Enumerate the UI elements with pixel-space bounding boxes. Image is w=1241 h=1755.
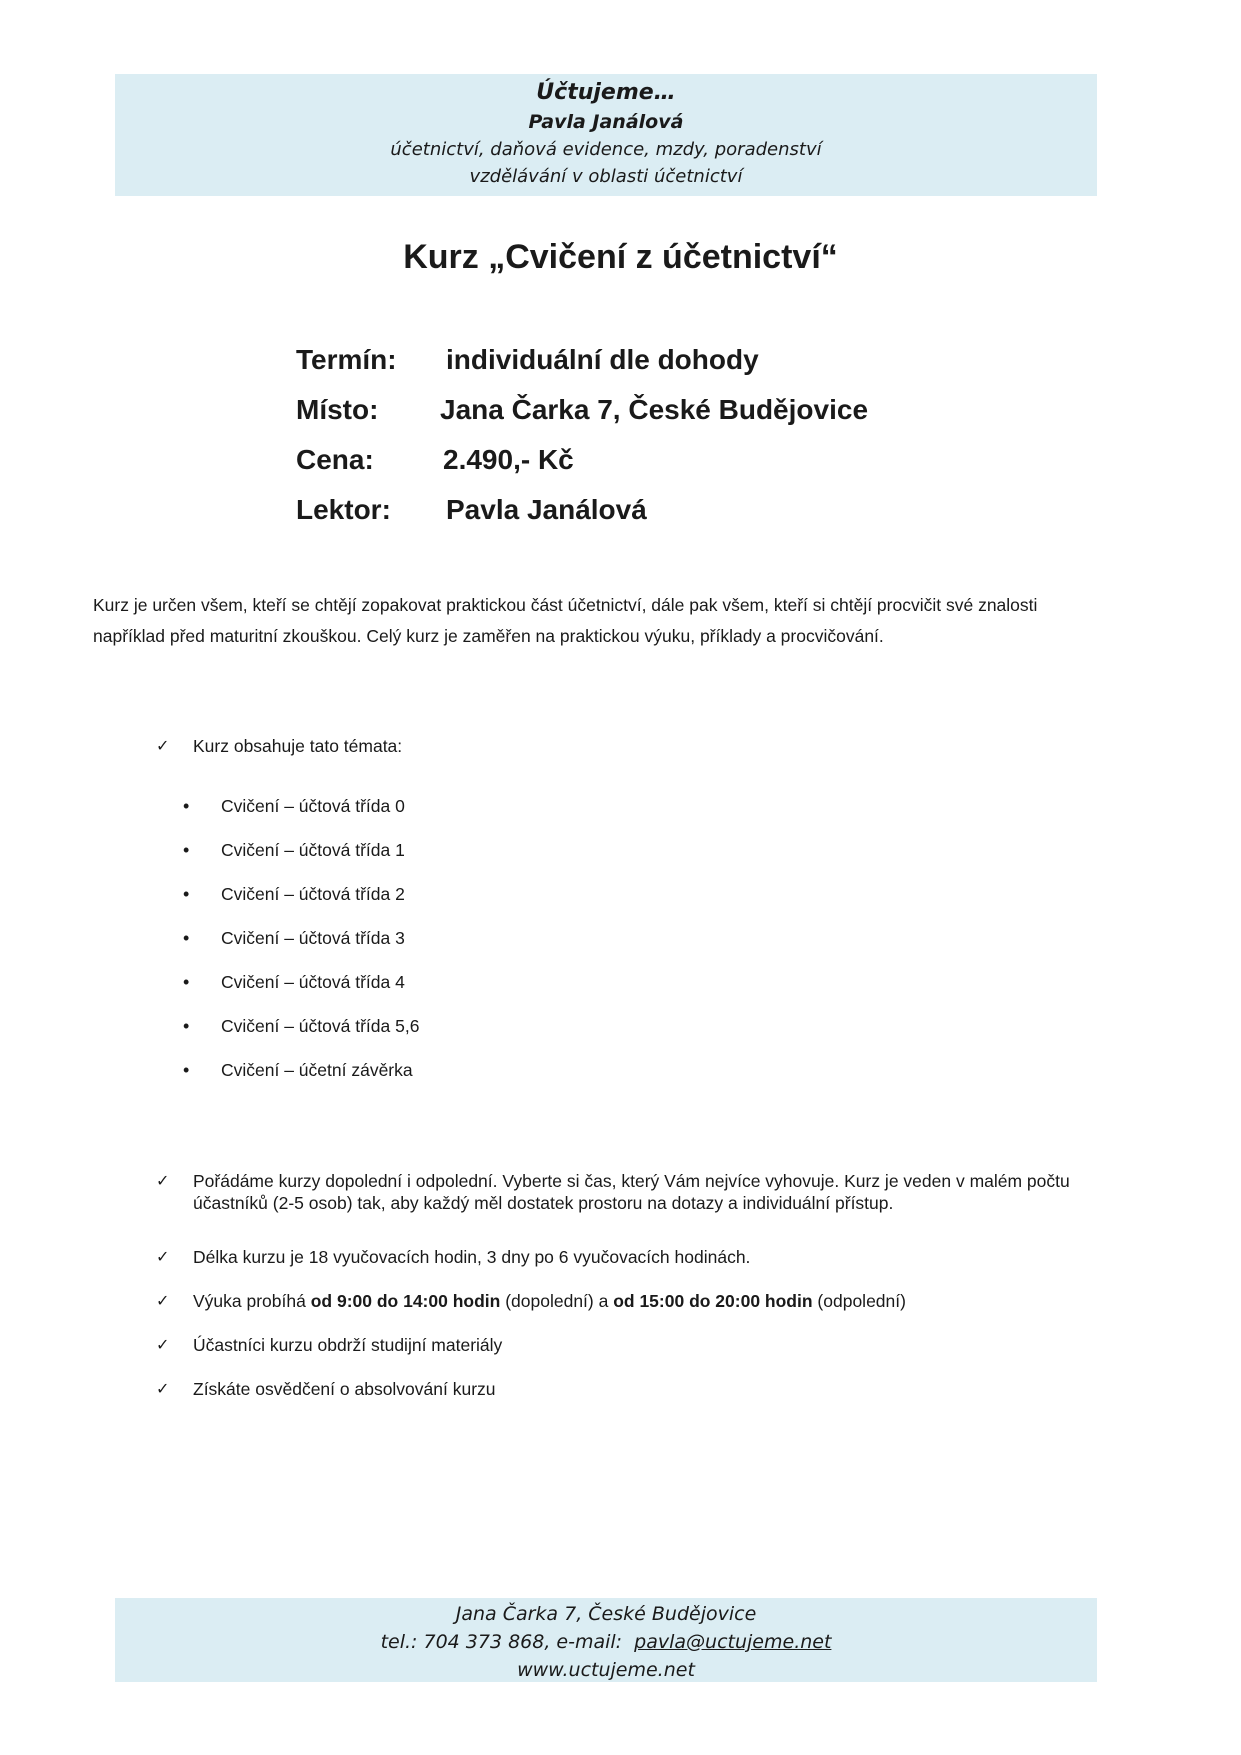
- topic-item: [183, 1015, 419, 1037]
- topics-heading-item: [156, 735, 1096, 757]
- topic-item: [183, 883, 405, 905]
- info-value-lecturer: Pavla Janálová: [446, 494, 647, 525]
- topic-item: [183, 971, 405, 993]
- email-link[interactable]: pavla@uctujeme.net: [634, 1631, 832, 1653]
- course-title: Kurz „Cvičení z účetnictví“: [403, 238, 838, 276]
- topic-label: Cvičení – účtová třída 1: [221, 840, 405, 860]
- footer-phone: tel.: 704 373 868, e-mail:: [380, 1631, 635, 1653]
- services-line: účetnictví, daňová evidence, mzdy, poradenství: [390, 139, 822, 160]
- footer-contact: [115, 1628, 1097, 1656]
- letterhead-header: [115, 74, 1097, 196]
- checkmark-icon: ✓: [156, 1171, 170, 1190]
- note-text-part: Výuka probíhá: [193, 1291, 311, 1311]
- info-value-place: Jana Čarka 7, České Budějovice: [440, 394, 869, 425]
- checkmark-icon: ✓: [156, 1335, 170, 1354]
- intro-paragraph: Kurz je určen všem, kteří se chtějí zopakovat praktickou část účetnictví, dále pak všem, kteří si chtějí procvičit své znalosti například před maturitní zkouškou. Celý kurz je zaměřen na praktickou výuku, příklady a procvičování.: [93, 595, 1038, 646]
- bullet-icon: •: [183, 1016, 190, 1036]
- topics-heading: Kurz obsahuje tato témata:: [193, 736, 403, 756]
- topic-item: [183, 1059, 413, 1081]
- checkmark-icon: ✓: [156, 1379, 170, 1398]
- bullet-icon: •: [183, 796, 190, 816]
- note-text: Pořádáme kurzy dopolední i odpolední. Vyberte si čas, který Vám nejvíce vyhovuje. Kurz je veden v malém počtu účastníků (2-5 osob) tak, aby každý měl dostatek prostoru na dotazy a individuální přístup.: [193, 1171, 1070, 1213]
- topic-label: Cvičení – účetní závěrka: [221, 1060, 413, 1080]
- company-name: Účtujeme…: [536, 80, 676, 105]
- letterhead-footer: [115, 1598, 1097, 1682]
- topic-item: [183, 927, 405, 949]
- bullet-icon: •: [183, 1060, 190, 1080]
- footer-website[interactable]: www.uctujeme.net: [517, 1659, 695, 1681]
- note-item: [156, 1170, 1096, 1214]
- checkmark-icon: ✓: [156, 1291, 170, 1310]
- topic-label: Cvičení – účtová třída 0: [221, 796, 405, 816]
- info-value-price: 2.490,- Kč: [443, 444, 574, 475]
- topic-item: [183, 839, 405, 861]
- note-item: [156, 1246, 1096, 1268]
- bullet-icon: •: [183, 928, 190, 948]
- bullet-icon: •: [183, 840, 190, 860]
- afternoon-hours: od 15:00 do 20:00 hodin: [613, 1291, 813, 1311]
- note-text: Délka kurzu je 18 vyučovacích hodin, 3 dny po 6 vyučovacích hodinách.: [193, 1247, 751, 1267]
- note-item: [156, 1334, 1096, 1356]
- topic-label: Cvičení – účtová třída 2: [221, 884, 405, 904]
- info-label-lecturer: Lektor:: [296, 494, 391, 525]
- topic-label: Cvičení – účtová třída 4: [221, 972, 405, 992]
- education-line: vzdělávání v oblasti účetnictví: [469, 166, 743, 187]
- note-text: [193, 1290, 1096, 1312]
- bullet-icon: •: [183, 972, 190, 992]
- topic-item: [183, 795, 405, 817]
- info-label-price: Cena:: [296, 444, 374, 475]
- checkmark-icon: ✓: [156, 736, 170, 755]
- note-text-part: (odpolední): [812, 1291, 906, 1311]
- note-item: [156, 1290, 1096, 1312]
- note-text: Získáte osvědčení o absolvování kurzu: [193, 1379, 496, 1399]
- owner-name: Pavla Janálová: [528, 111, 684, 133]
- footer-address: Jana Čarka 7, České Budějovice: [455, 1603, 757, 1625]
- info-label-term: Termín:: [296, 344, 397, 375]
- note-text: Účastníci kurzu obdrží studijní materiály: [193, 1335, 503, 1355]
- note-item: [156, 1378, 1096, 1400]
- checkmark-icon: ✓: [156, 1247, 170, 1266]
- topic-label: Cvičení – účtová třída 5,6: [221, 1016, 420, 1036]
- bullet-icon: •: [183, 884, 190, 904]
- morning-hours: od 9:00 do 14:00 hodin: [310, 1291, 501, 1311]
- topic-label: Cvičení – účtová třída 3: [221, 928, 405, 948]
- info-label-place: Místo:: [296, 394, 379, 425]
- note-text-part: (dopolední) a: [500, 1291, 614, 1311]
- info-value-term: individuální dle dohody: [446, 344, 759, 375]
